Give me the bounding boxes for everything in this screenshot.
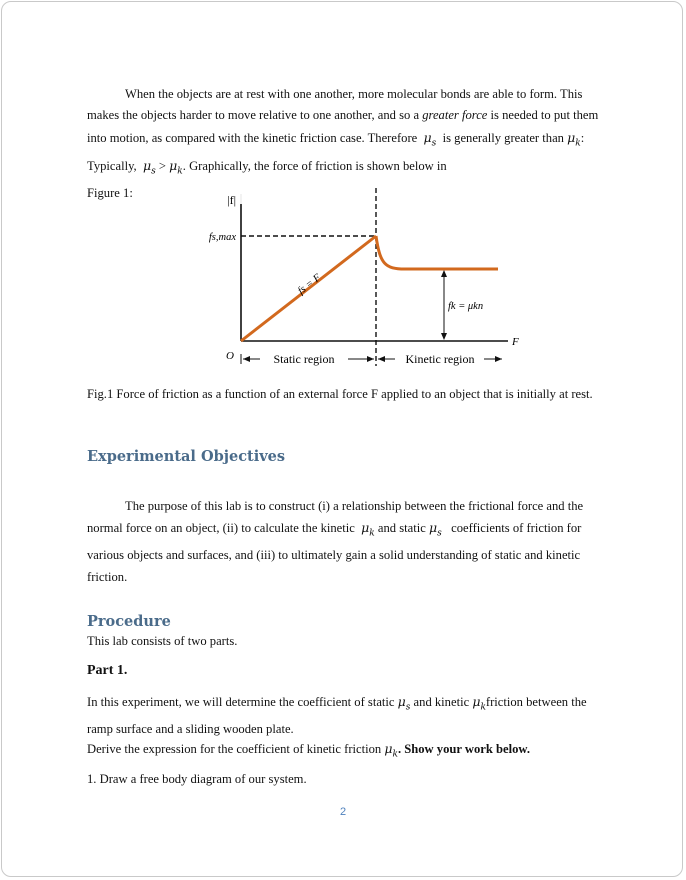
static-line-label: fs = F — [296, 272, 324, 297]
objectives-paragraph: The purpose of this lab is to construct (i) a relationship between the frictional force and the normal force on an object, (ii) to calculate the kinetic $\mu_k$ and static $\mu_s$ coefficients of friction for various objects and surfaces, and (iii) to ultimately gain a solid understanding of static and kinetic friction. — [87, 499, 584, 584]
part1-paragraph-2: Derive the expression for the coefficient of kinetic friction $\mu_k$. Show your work below. — [87, 741, 530, 760]
kinetic-magnitude-arrow — [441, 270, 447, 340]
part1-paragraph-1: In this experiment, we will determine the coefficient of static $\mu_s$ and kinetic $\mu_kfriction$ between the ramp surface and a sliding wooden plate. — [87, 694, 587, 736]
kinetic-friction-curve — [376, 236, 498, 269]
procedure-subtitle: This lab consists of two parts. — [87, 634, 238, 648]
step-1: 1. Draw a free body diagram of our system. — [87, 772, 307, 786]
fs-max-label: fs,max — [208, 232, 236, 243]
origin-label: O — [226, 350, 234, 362]
greater-force-emphasis: greater force — [422, 108, 488, 123]
intro-paragraph: When the objects are at rest with one another, more molecular bonds are able to form. This makes the objects harder to move relative to one another, and so a greater force is needed to put them into motion, as compared with the kinetic friction case. Therefore $\mu_s$ is generally greater than $\mu_k$: Typically, $\mu_s > \mu_k$. Graphically, the force of friction is shown below in Figure 1: — [87, 84, 607, 204]
mu-k-symbol: $\mu_k$ — [567, 129, 581, 149]
part1-heading: Part 1. — [87, 663, 128, 678]
x-axis-label: F — [512, 336, 519, 348]
intro-line-1: When the objects are at rest with one another, more molecular bonds are able to form. — [125, 87, 558, 101]
objectives-heading: Experimental Objectives — [87, 448, 286, 465]
figure-caption: Fig.1 Force of friction as a function of an external force F applied to an object that is initially at rest. — [87, 387, 593, 401]
procedure-heading: Procedure — [87, 613, 171, 630]
figure-reference: Figure 1: — [87, 185, 133, 200]
kinetic-region-label: Kinetic region — [405, 352, 475, 366]
friction-figure — [190, 184, 530, 374]
y-axis-label: |f| — [227, 193, 236, 207]
page-number: 2 — [339, 806, 347, 818]
static-region-label: Static region — [273, 352, 335, 366]
kinetic-label: fk = μkn — [448, 301, 484, 312]
mu-s-symbol: $\mu_s$ — [423, 129, 437, 149]
